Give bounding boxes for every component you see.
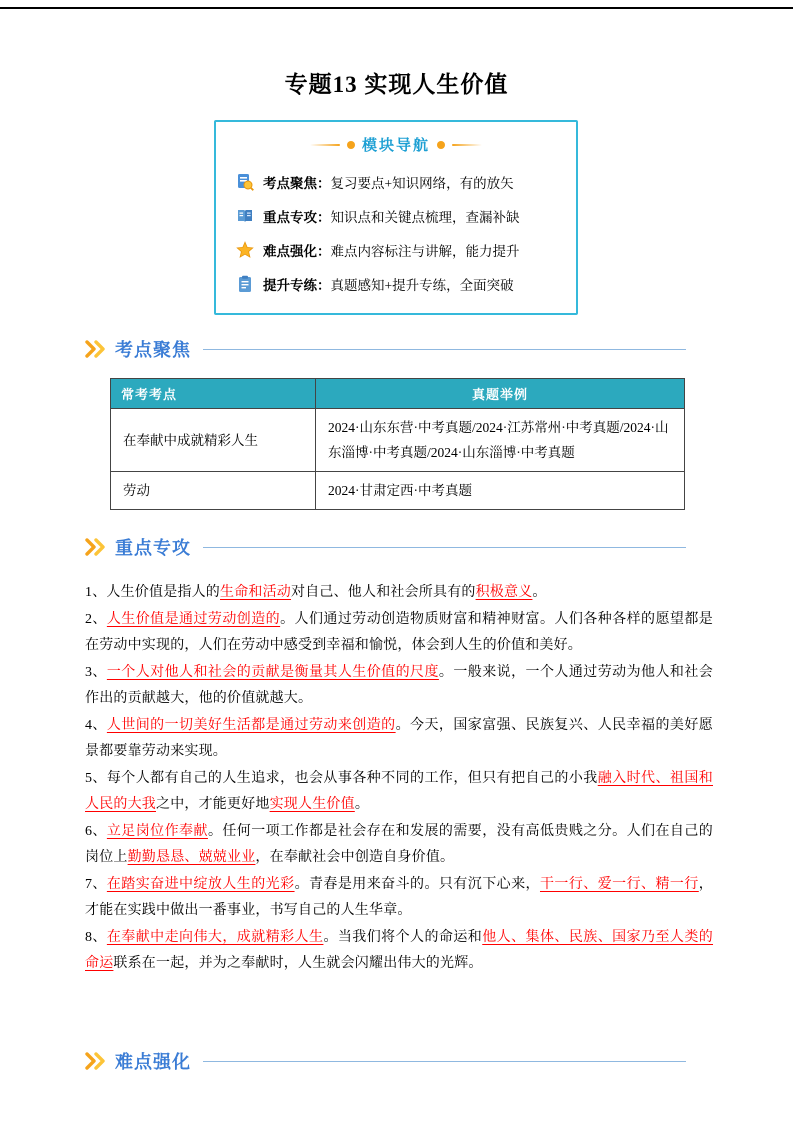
book-icon <box>236 207 254 225</box>
table-row <box>111 472 685 510</box>
module-nav-header <box>216 134 576 155</box>
module-nav-title: 模块导航 <box>361 137 430 154</box>
nav-item-kaodian <box>216 165 576 199</box>
highlighted-text: 他人、集体、民族、国家乃至人类的命运 <box>85 930 714 971</box>
key-point <box>85 872 713 924</box>
section-rule <box>203 1061 686 1062</box>
key-points-list <box>85 580 713 978</box>
section-rule <box>203 547 686 548</box>
decorative-line-left <box>310 144 340 146</box>
nav-item-zhongdian <box>216 199 576 233</box>
plain-text: 2、 <box>85 612 107 627</box>
section-title: 考点聚焦 <box>115 340 191 360</box>
highlighted-text: 人生价值是通过劳动创造的 <box>106 612 281 627</box>
key-point <box>85 819 713 871</box>
double-chevron-icon <box>85 340 107 358</box>
plain-text: 。 <box>354 797 370 812</box>
section-header <box>85 534 686 560</box>
highlighted-text: 立足岗位作奉献 <box>106 824 208 839</box>
module-nav-panel <box>214 120 578 315</box>
decorative-dot-left <box>347 141 355 149</box>
plain-text: 。今天，国家富强、民族复兴、人民幸福的美好愿景都要靠劳动来实现。 <box>85 718 713 759</box>
key-point <box>85 766 713 818</box>
plain-text: 。人们通过劳动创造物质财富和精神财富。人们各种各样的愿望都是在劳动中实现的，人们在劳动中感受到幸福和愉悦，体会到人生的价值和美好。 <box>85 612 713 653</box>
plain-text: 5、每个人都有自己的人生追求，也会从事各种不同的工作，但只有把自己的小我 <box>85 771 598 786</box>
highlighted-text: 融入时代、祖国和人民的大我 <box>85 771 713 812</box>
section-title: 重点专攻 <box>115 538 191 558</box>
decorative-dot-right <box>437 141 445 149</box>
table-header-topic: 常考考点 <box>111 379 316 409</box>
highlighted-text: 干一行、爱一行、精一行 <box>539 877 699 892</box>
examples-cell: 2024·山东东营·中考真题/2024·江苏常州·中考真题/2024·山东淄博·中考真题/2024·山东淄博·中考真题 <box>316 409 685 472</box>
highlighted-text: 人世间的一切美好生活都是通过劳动来创造的 <box>106 718 396 733</box>
plain-text: ，在奉献社会中创造自身价值。 <box>255 850 455 865</box>
nav-item-label: 提升专练： <box>263 278 331 293</box>
clipboard-icon <box>236 275 254 293</box>
topic-cell: 劳动 <box>111 472 316 510</box>
star-icon <box>236 241 254 259</box>
plain-text: 8、 <box>85 930 107 945</box>
plain-text: 对自己、他人和社会所具有的 <box>291 585 476 600</box>
section-difficult-points <box>85 1048 686 1074</box>
plain-text: 7、 <box>85 877 107 892</box>
section-header <box>85 1048 686 1074</box>
highlighted-text: 实现人生价值 <box>269 797 355 812</box>
nav-item-tisheng <box>216 267 576 301</box>
plain-text: 1、人生价值是指人的 <box>85 585 220 600</box>
examples-cell: 2024·甘肃定西·中考真题 <box>316 472 685 510</box>
top-border-rule <box>0 7 793 9</box>
section-rule <box>203 349 686 350</box>
nav-item-desc: 难点内容标注与讲解，能力提升 <box>330 244 520 259</box>
highlighted-text: 勤勤恳恳、兢兢业业 <box>127 850 256 865</box>
plain-text: 。一般来说，一个人通过劳动为他人和社会作出的贡献越大，他的价值就越大。 <box>85 665 713 706</box>
nav-item-nandian <box>216 233 576 267</box>
section-exam-focus <box>85 336 686 510</box>
key-point <box>85 925 713 977</box>
plain-text: 。 <box>532 585 547 600</box>
key-point <box>85 713 713 765</box>
table-row <box>111 409 685 472</box>
table-header-row <box>111 379 685 409</box>
key-point <box>85 660 713 712</box>
plain-text: 6、 <box>85 824 107 839</box>
nav-item-desc: 真题感知+提升专练，全面突破 <box>330 278 514 293</box>
plain-text: 4、 <box>85 718 107 733</box>
page-title: 专题13 实现人生价值 <box>284 72 509 97</box>
section-title: 难点强化 <box>115 1052 191 1072</box>
section-key-points <box>85 534 686 560</box>
nav-item-label: 难点强化： <box>263 244 331 259</box>
double-chevron-icon <box>85 538 107 556</box>
decorative-line-right <box>452 144 482 146</box>
focus-icon <box>236 173 254 191</box>
plain-text: 。青春是用来奋斗的。只有沉下心来， <box>294 877 540 892</box>
highlighted-text: 生命和活动 <box>220 585 291 600</box>
key-point <box>85 580 713 606</box>
nav-item-desc: 知识点和关键点梳理，查漏补缺 <box>330 210 520 225</box>
section-header <box>85 336 686 362</box>
plain-text: 3、 <box>85 665 107 680</box>
double-chevron-icon <box>85 1052 107 1070</box>
plain-text: 。任何一项工作都是社会存在和发展的需要，没有高低贵贱之分。人们在自己的岗位上 <box>85 824 713 865</box>
exam-topics-table <box>110 378 685 510</box>
plain-text: 之中，才能更好地 <box>156 797 270 812</box>
key-point <box>85 607 713 659</box>
highlighted-text: 积极意义 <box>475 585 533 600</box>
plain-text: 。当我们将个人的命运和 <box>323 930 483 945</box>
nav-item-label: 重点专攻： <box>263 210 331 225</box>
table-header-examples: 真题举例 <box>316 379 685 409</box>
highlighted-text: 在踏实奋进中绽放人生的光彩 <box>106 877 295 892</box>
plain-text: 联系在一起，并为之奉献时，人生就会闪耀出伟大的光辉。 <box>113 956 483 971</box>
nav-item-label: 考点聚焦： <box>263 176 331 191</box>
nav-item-desc: 复习要点+知识网络，有的放矢 <box>330 176 514 191</box>
highlighted-text: 在奉献中走向伟大，成就精彩人生 <box>106 930 324 945</box>
plain-text: ，才能在实践中做出一番事业，书写自己的人生华章。 <box>85 877 713 918</box>
topic-cell: 在奉献中成就精彩人生 <box>111 409 316 472</box>
highlighted-text: 一个人对他人和社会的贡献是衡量其人生价值的尺度 <box>106 665 439 680</box>
